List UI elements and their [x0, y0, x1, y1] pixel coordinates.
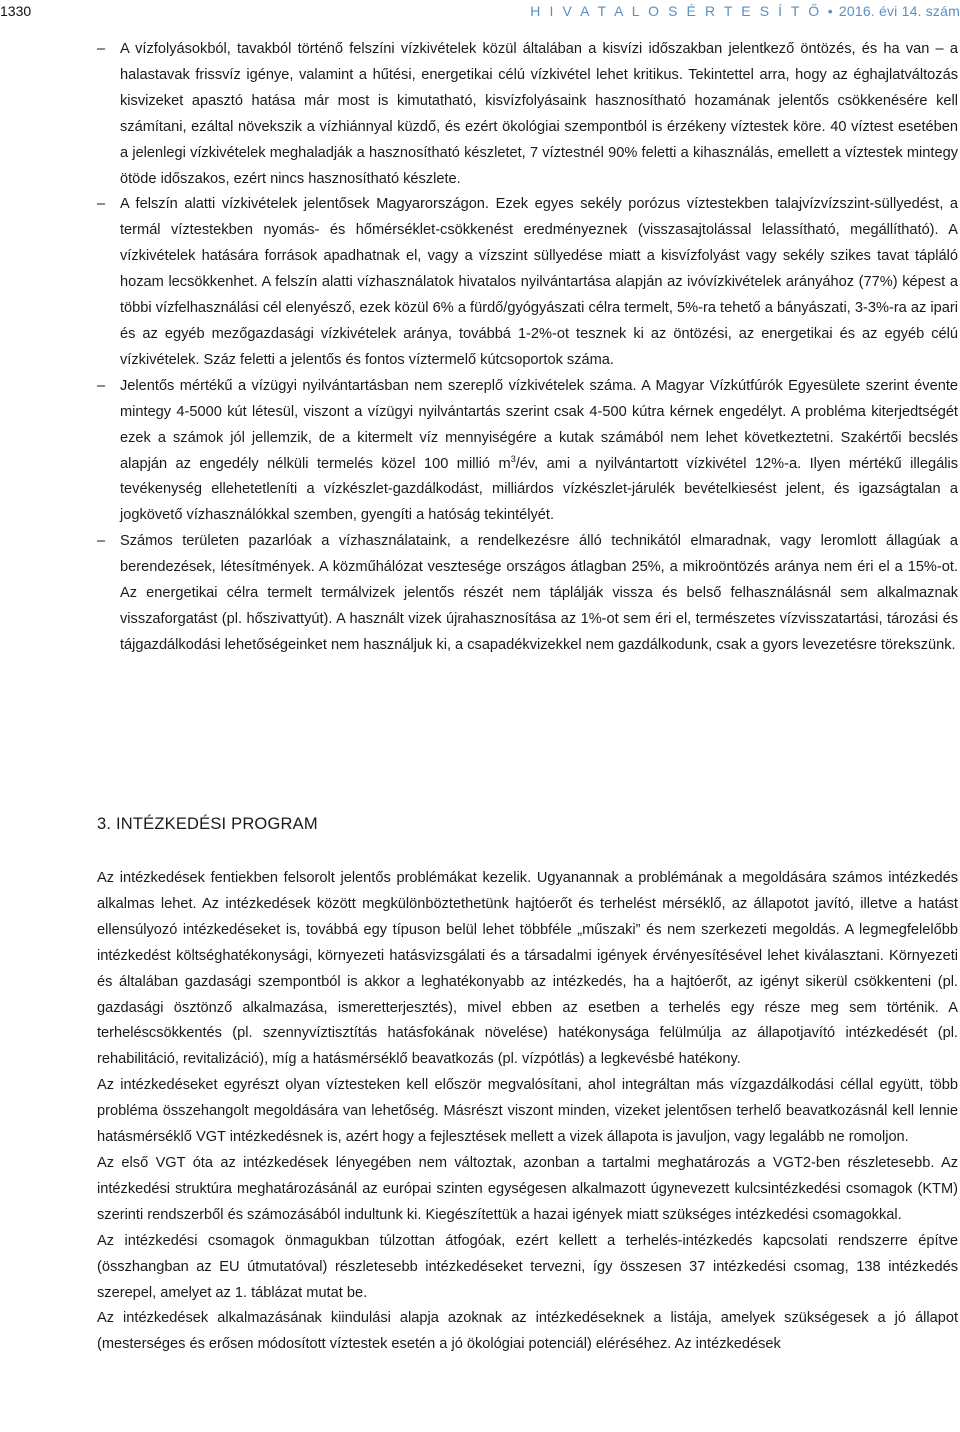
page-header: [0, 3, 960, 25]
bullet-item: [0, 37, 958, 192]
paragraph: Az intézkedési csomagok önmagukban túlzottan átfogóak, ezért kellett a terhelés-intézkedés kapcsolati rendszerre építve (összhangban az EU útmutatóval) részletesebb intézkedéseket tervezni, így összesen 37 intézkedési csomag, 138 intézkedés szerepel, amelyet az 1. táblázat mutat be.: [97, 1232, 958, 1301]
section-heading: 3. INTÉZKEDÉSI PROGRAM: [97, 815, 318, 833]
journal-info: [530, 3, 960, 19]
bullet-text-continued: /év, ami a nyilvántartott vízkivétel 12%-a. Ilyen mértékű illegális tevékenység ellehetetleníti a vízkészlet-gazdálkodást, milliárdos vízkészlet-járulék bevételkiesést jelent, és igazságtalan a jogkövető vízhasználókkal szemben, gyengíti a hatóság tekintélyét.: [120, 455, 958, 524]
bullet-text: A felszín alatti vízkivételek jelentősek Magyarországon. Ezek egyes sekély porózus víztestekben talajvízvízszint-süllyedést, a termál víztestekben nyomás- és hőmérséklet-csökkenést eredményeznek (visszasajtolással lelassítható, megállítható). A vízkivételek hatására források apadhatnak el, vagy a vízszint süllyedése miatt a kisvízfolyást vagy sekély szikes tavat tápláló hozam lecsökkenhet. A felszín alatti vízhasználatok hivatalos nyilvántartása alapján az ivóvízkivételek arányához (77%) képest a többi vízfelhasználási cél elenyésző, ezek közül 6% a fürdő/gyógyászati célra termelt, 5%-ra tehető a bányászati, 3-3%-ra az ipari és az egyéb mezőgazdasági vízkivételek aránya, továbbá 1-2%-ot tesznek ki az öntözési, az energetikai és az egyéb célú vízkivételek. Száz feletti a jelentős és fontos víztermelő kútcsoportok száma.: [120, 196, 958, 368]
paragraph: Az intézkedések alkalmazásának kiindulási alapja azoknak az intézkedéseknek a listája, amelyek szükségesek a jó állapot (mesterséges és erősen módosított víztestek esetén a jó ökológiai potenciál) eléréséhez. Az intézkedések: [97, 1310, 958, 1353]
bullet-list: [0, 37, 960, 659]
paragraph: Az intézkedéseket egyrészt olyan víztesteken kell először megvalósítani, ahol integráltan más vízgazdálkodási céllal együtt, több probléma összehangolt megoldására van lehetőség. Másrészt viszont minden, vizeket jelentősen terhelő beavatkozásnál kell lennie hatásmérséklő VGT intézkedésnek is, azért hogy a fejlesztések mellett a vizek állapota is javuljon, vagy legalább ne romoljon.: [97, 1077, 958, 1146]
bullet-text: Jelentős mértékű a vízügyi nyilvántartásban nem szereplő vízkivételek száma. A Magyar Vízkútfúrók Egyesülete szerint évente mintegy 4-5000 kút létesül, viszont a vízügyi nyilvántartás szerint csak 4-500 kútra kérnek engedélyt. A probléma kiterjedtségét ezek a számok jól jellemzik, de a kitermelt víz mennyiségére a kutak számából nem lehet következtetni. Szakértői becslés alapján az engedély nélküli termelés közel 100 millió m: [120, 377, 958, 472]
section-body: [97, 866, 958, 1358]
header-separator: •: [827, 3, 833, 19]
issue-label: 2016. évi 14. szám: [838, 3, 960, 19]
dash-marker: –: [97, 533, 106, 550]
bullet-item: [0, 192, 958, 373]
page-number: 1330: [0, 3, 32, 19]
bullet-text: Számos területen pazarlóak a vízhasználataink, a rendelkezésre álló technikától elmaradnak, vagy leromlott állagúak a berendezések, létesítmények. A közműhálózat vesztesége országos átlagban 25%, a mikroöntözés aránya nem éri el a 15%-ot. Az energetikai célra termelt termálvizek jelentős részét nem táplálják vissza és belső felhasználásnál sem alkalmaznak visszaforgatást (pl. hőszivattyút). A használt vizek újrahasznosítása az 1%-ot sem éri el, természetes vízvisszatartási, tározási és tájgazdálkodási lehetőségeinket nem használjuk ki, a csapadékvizekkel nem gazdálkodunk, csak a gyors levezetésre törekszünk.: [120, 533, 958, 653]
journal-title: H I V A T A L O S É R T E S Í T Ő: [530, 3, 822, 19]
dash-marker: –: [97, 196, 106, 213]
paragraph: Az intézkedések fentiekben felsorolt jelentős problémákat kezelik. Ugyanannak a problémának a megoldására számos intézkedés alkalmas lehet. Az intézkedések között megkülönböztethetünk hajtóerőt és terhelést mérséklő, az állapotot javító, illetve a hatást ellensúlyozó intézkedéseket is, továbbá egy típuson belül lehet többféle „műszaki” és nem szerkezeti megoldás. A legmegfelelőbb intézkedést költséghatékonysági, környezeti hatásvizsgálati és a társadalmi igények érvényesítésével lehet kiválasztani. Környezeti és általában gazdasági szempontból is akkor a leghatékonyabb az intézkedés, ha a hajtóerőt, az igényt sikerül csökkenteni (pl. gazdasági ösztönző alkalmazása, ismeretterjesztés), mivel ebben az esetben a terhelés egy része meg sem történik. A terheléscsökkentés (pl. szennyvíztisztítás hatásfokának növelése) hatékonysága felülmúlja az állapotjavító intézkedését (pl. rehabilitáció, revitalizáció), míg a hatásmérséklő beavatkozás (pl. vízpótlás) a legkevésbé hatékony.: [97, 870, 958, 1068]
bullet-text: A vízfolyásokból, tavakból történő felszíni vízkivételek közül általában a kisvízi időszakban jelentkező öntözés, és ha van – a halastavak frissvíz igénye, valamint a hűtési, energetikai célú vízkivétel lehet kritikus. Tekintettel arra, hogy az éghajlatváltozás kisvizeket apasztó hatása már most is kimutatható, kisvízfolyásaink hasznosítható hozamának jelentős csökkenésére kell számítani, ezáltal növekszik a vízhiánnyal küzdő, és ezért ökológiai szempontból is érzékeny víztestek köre. 40 víztest esetében a jelenlegi vízkivételek meghaladják a hasznosítható készletet, 7 víztestnél 90% feletti a kihasználás, emellett a víztestek mintegy ötöde időszakos, ezért nincs hasznosítható készlete.: [120, 41, 958, 187]
dash-marker: –: [97, 41, 106, 57]
page-content: [0, 37, 960, 659]
dash-marker: –: [97, 377, 106, 394]
bullet-item: [0, 529, 958, 659]
bullet-item: [0, 374, 958, 529]
paragraph: Az első VGT óta az intézkedések lényegében nem változtak, azonban a tartalmi meghatározás a VGT2-ben részletesebb. Az intézkedési struktúra meghatározásánál az európai szinten egységesen alkalmazott úgynevezett kulcsintézkedési csomagok (KTM) szerinti rendszerből és számozásából indultunk ki. Kiegészítettük a hazai igények miatt szükséges intézkedési csomagokkal.: [97, 1154, 958, 1223]
superscript: 3: [510, 453, 516, 464]
